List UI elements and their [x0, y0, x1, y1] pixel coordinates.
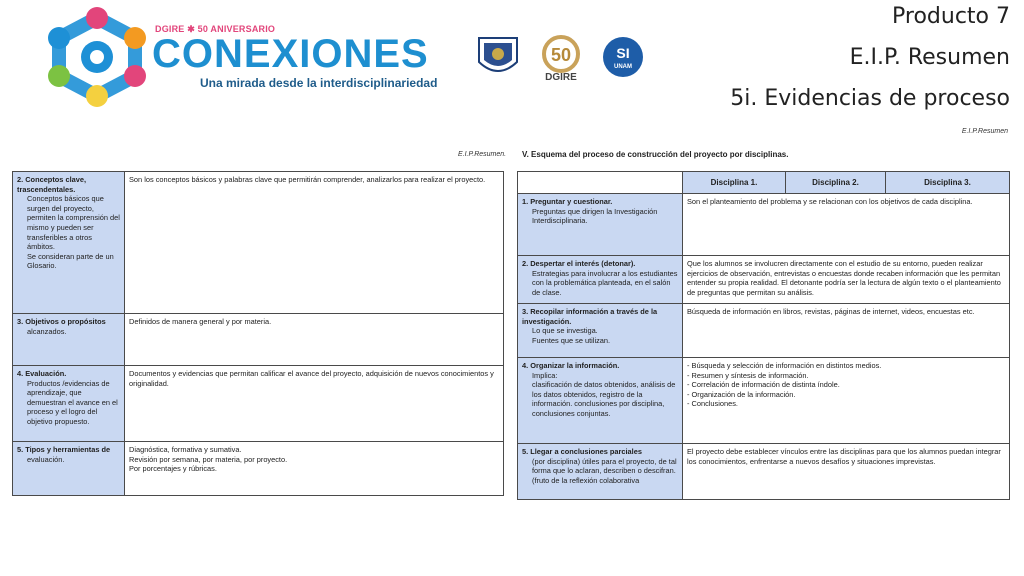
row-label-body: Estrategias para involucrar a los estudiantes con la problemática planteada, en el salón de clase.	[532, 268, 678, 297]
svg-text:50: 50	[550, 45, 572, 65]
row-label-extra: Se consideran parte de un Glosario.	[27, 251, 114, 271]
column-header: Disciplina 3.	[886, 172, 1010, 194]
product-title: Producto 7	[892, 4, 1010, 29]
row-label-title: 3. Recopilar información a través de la investigación.	[522, 307, 658, 326]
section-heading: 5i. Evidencias de proceso	[730, 86, 1010, 111]
header-corner	[518, 172, 683, 194]
brand-tagline: Una mirada desde la interdisciplinariedad	[200, 76, 438, 90]
row-label-title: 2. Despertar el interés (detonar).	[522, 259, 636, 268]
row-content: Búsqueda de información en libros, revistas, páginas de internet, videos, encuestas etc.	[683, 304, 1010, 358]
row-label-title: 4. Evaluación.	[17, 369, 67, 378]
row-label-objetivos	[13, 314, 125, 366]
table-row	[518, 256, 1010, 304]
row-label-organizar	[518, 358, 683, 444]
row-label-body: Implica: clasificación de datos obtenidos, análisis de los datos obtenidos, registro de la información. conclusiones por disciplina, conclusiones conjuntas.	[532, 370, 676, 418]
dgire-seal-text: DGIRE	[545, 72, 577, 82]
brand-title: CONEXIONES	[152, 32, 429, 76]
row-content: Son el planteamiento del problema y se relacionan con los objetivos de cada disciplina.	[683, 194, 1010, 256]
process-scheme-table	[517, 171, 1010, 500]
row-label-body: evaluación.	[27, 454, 65, 464]
table-row	[13, 172, 504, 314]
table-row	[13, 314, 504, 366]
row-label-despertar	[518, 256, 683, 304]
row-label-title: 2. Conceptos clave, trascendentales.	[17, 175, 87, 194]
row-content: Diagnóstica, formativa y sumativa. Revisión por semana, por materia, por proyecto. Por porcentajes y rúbricas.	[125, 442, 504, 496]
row-label-evaluacion	[13, 366, 125, 442]
row-label-title: 5. Tipos y herramientas de	[17, 445, 111, 454]
row-label-title: 5. Llegar a conclusiones parciales	[522, 447, 642, 456]
row-content: - Búsqueda y selección de información en distintos medios. - Resumen y síntesis de información. - Correlación de información de distinta índole. - Organización de la información. - Conclusiones.	[683, 358, 1010, 444]
row-content: Son los conceptos básicos y palabras clave que permitirán comprender, analizarlos para realizar el proyecto.	[125, 172, 504, 314]
conexiones-logo-graphic	[40, 4, 155, 108]
row-label-recopilar	[518, 304, 683, 358]
row-label-body: (por disciplina) útiles para el proyecto, de tal forma que lo aclaran, describen o descifran. (fruto de la reflexión colaborativa	[532, 456, 677, 485]
row-label-body: Productos /evidencias de aprendizaje, que demuestran el avance en el proceso y el logro del objetivo propuesto.	[27, 378, 118, 426]
row-content: El proyecto debe establecer vínculos entre las disciplinas para que los alumnos puedan integrar los conocimientos, enfrentarse a nuevos desafíos y situaciones imprevistas.	[683, 444, 1010, 500]
table-row	[518, 358, 1010, 444]
svg-text:SI: SI	[616, 45, 630, 61]
row-label-body: Preguntas que dirigen la Investigación Interdisciplinaria.	[532, 206, 658, 226]
dgire-50-logo	[534, 34, 588, 82]
row-content: Definidos de manera general y por materia.	[125, 314, 504, 366]
row-content: Documentos y evidencias que permitan calificar el avance del proyecto, adquisición de nuevos conocimientos y originalidad.	[125, 366, 504, 442]
caption-left-table: E.I.P.Resumen.	[458, 151, 507, 158]
anniversary-caption: DGIRE ✱ 50 ANIVERSARIO	[155, 24, 276, 34]
row-label-tipos	[13, 442, 125, 496]
row-label-title: 1. Preguntar y cuestionar.	[522, 197, 613, 206]
svg-text:UNAM: UNAM	[614, 64, 632, 70]
summary-table	[12, 171, 504, 496]
row-label-body: alcanzados.	[27, 326, 67, 336]
column-header: Disciplina 1.	[683, 172, 786, 194]
unam-seal-icon	[476, 34, 520, 80]
row-content: Que los alumnos se involucren directamente con el estudio de su entorno, pueden realizar ejercicios de observación, entrevistas o encuestas donde recaben información que les permitan entender su propia realidad. El detonante podría ser la lectura de algún texto o el planteamiento de preguntas que permitan su análisis.	[683, 256, 1010, 304]
row-label-body: Lo que se investiga. Fuentes que se utilizan.	[532, 326, 611, 345]
table-row	[518, 304, 1010, 358]
row-label-title: 4. Organizar la información.	[522, 361, 620, 370]
caption-top-right: E.I.P.Resumen	[961, 128, 1008, 135]
table-row	[518, 194, 1010, 256]
table-row	[518, 444, 1010, 500]
row-label-conclusiones	[518, 444, 683, 500]
row-label-conceptos	[13, 172, 125, 314]
row-label-body: Conceptos básicos que surgen del proyecto, permiten la comprensión del mismo y pueden ser transferibles a otros ámbitos.	[27, 194, 120, 252]
table-header-row	[518, 172, 1010, 194]
table-row	[13, 442, 504, 496]
si-unam-logo	[598, 36, 648, 78]
column-header: Disciplina 2.	[786, 172, 886, 194]
scheme-title: V. Esquema del proceso de construcción del proyecto por disciplinas.	[522, 150, 789, 159]
row-label-title: 3. Objetivos o propósitos	[17, 317, 106, 326]
document-subtitle: E.I.P. Resumen	[849, 45, 1010, 70]
row-label-preguntar	[518, 194, 683, 256]
table-row	[13, 366, 504, 442]
